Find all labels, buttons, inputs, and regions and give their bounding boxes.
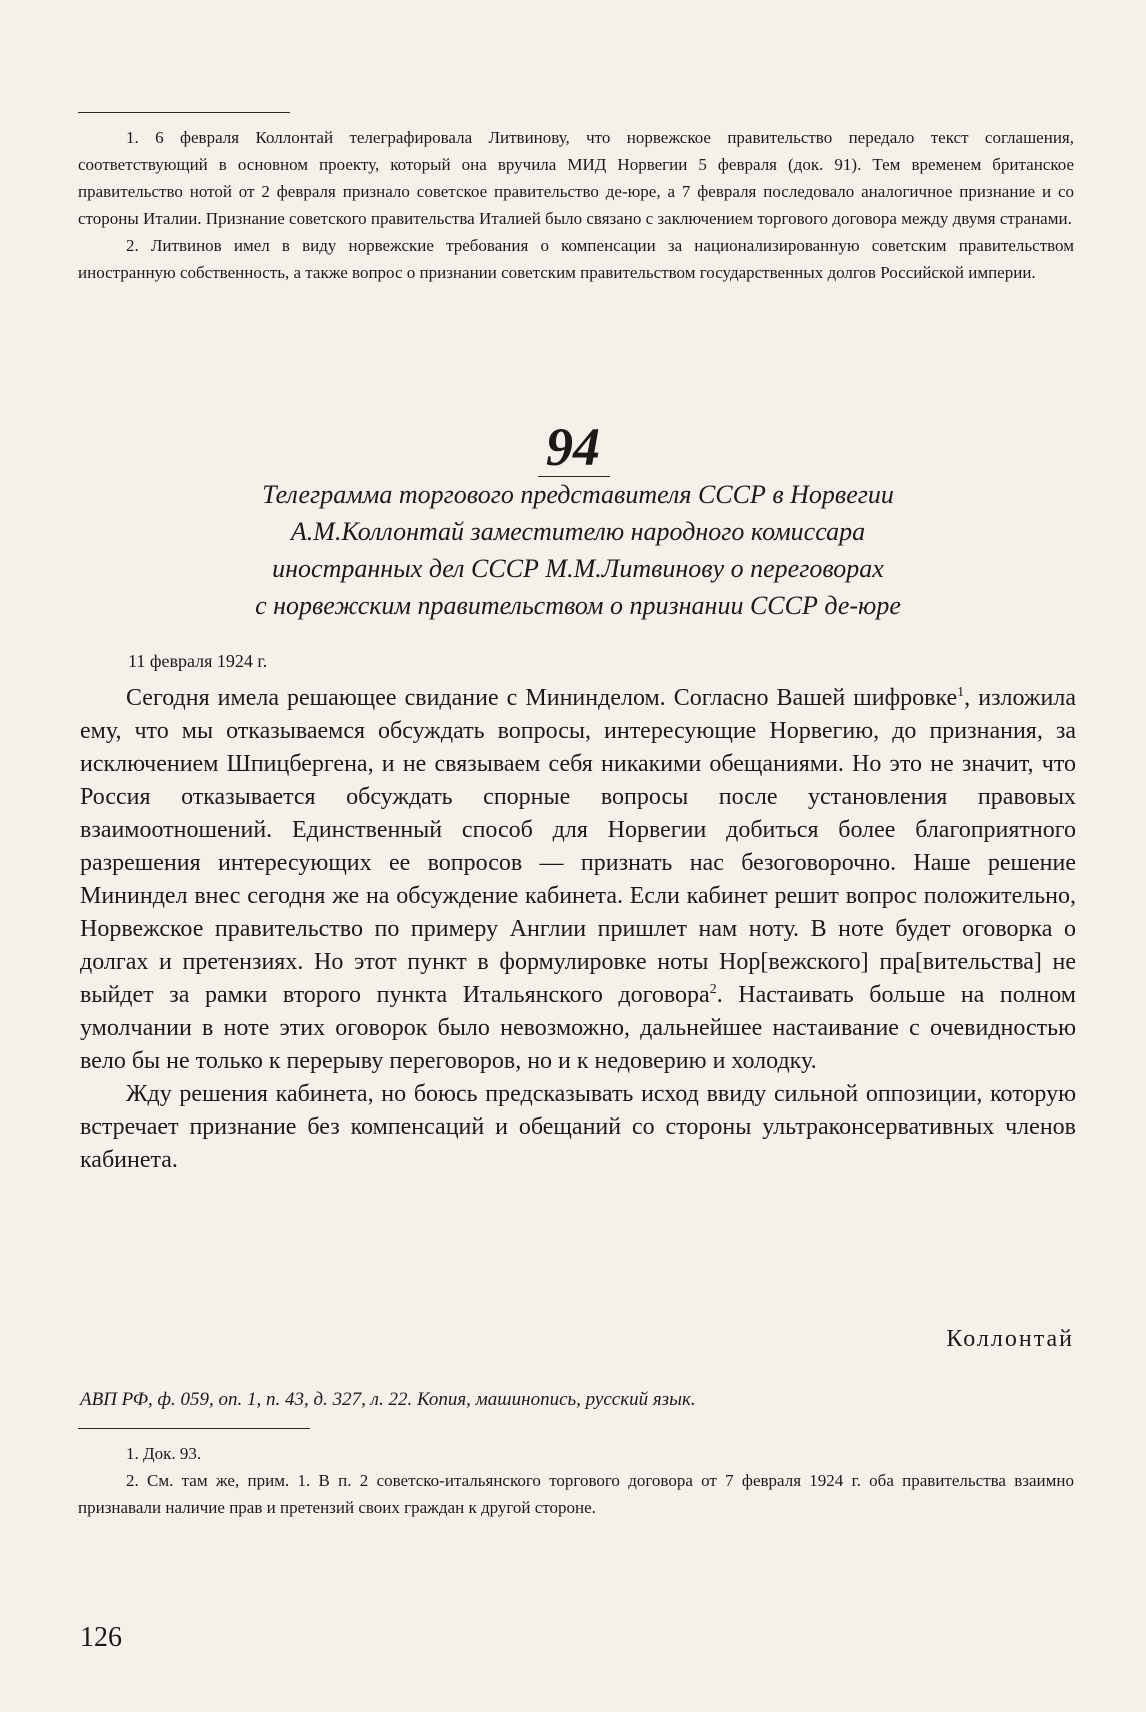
page-number: 126 [80, 1622, 122, 1653]
title-line-3: иностранных дел СССР М.М.Литвинову о переговорах [272, 554, 884, 583]
footnote-ref-2: 2 [709, 982, 717, 997]
title-line-4: с норвежским правительством о признании СССР де-юре [255, 591, 901, 620]
document-title [80, 476, 1076, 624]
title-line-1: Телеграмма торгового представителя СССР в Норвегии [262, 480, 894, 509]
title-line-2: А.М.Коллонтай заместителю народного комиссара [290, 517, 866, 546]
bottom-footnote-1: 1. Док. 93. [126, 1444, 202, 1463]
footnote-rule-top [78, 112, 290, 113]
bottom-footnotes [78, 1440, 1074, 1521]
document-number: 94 [546, 417, 600, 477]
bottom-footnote-2: 2. См. там же, прим. 1. В п. 2 советско-итальянского торгового договора от 7 февраля 1924 г. оба правительства взаимно признавали наличие прав и претензий своих граждан к другой стороне. [78, 1471, 1074, 1517]
body-paragraph-1-part-2: , изложила ему, что мы отказываемся обсуждать вопросы, интересующие Норвегию, до признания, за исключением Шпицбергена, и не связываем себя никакими обещаниями. Но это не значит, что Россия отказывается обсуждать спорные вопросы после установления правовых взаимоотношений. Единственный способ для Норвегии добиться более благоприятного разрешения интересующих ее вопросов — признать нас безоговорочно. Наше решение Мининдел внес сегодня же на обсуждение кабинета. Если кабинет решит вопрос положительно, Норвежское правительство по примеру Англии пришлет нам ноту. В ноте будет оговорка о долгах и претензиях. Но этот пункт в формулировке ноты Нор[вежского] пра[вительства] не выйдет за рамки второго пункта Итальянского договора [80, 685, 1076, 1008]
archive-reference: АВП РФ, ф. 059, оп. 1, п. 43, д. 327, л. 22. Копия, машинопись, русский язык. [80, 1389, 696, 1410]
body-paragraph-1-part-3: . Настаивать больше на полном умолчании в ноте этих оговорок было невозможно, дальнейшее настаивание с очевидностью вело бы не только к перерыву переговоров, но и к недоверию и холодку. [80, 982, 1076, 1074]
footnote-ref-1: 1 [957, 685, 965, 700]
document-body [80, 682, 1076, 1177]
footnote-1: 1. 6 февраля Коллонтай телеграфировала Литвинову, что норвежское правительство передало текст соглашения, соответствующий в основном проекту, который она вручила МИД Норвегии 5 февраля (док. 91). Тем временем британское правительство нотой от 2 февраля признало советское правительство де-юре, а 7 февраля последовало аналогичное признание и со стороны Италии. Признание советского правительства Италией было связано с заключением торгового договора между двумя странами. [78, 128, 1074, 228]
footnote-2: 2. Литвинов имел в виду норвежские требования о компенсации за национализированную советским правительством иностранную собственность, а также вопрос о признании советским правительством государственных долгов Российской империи. [78, 236, 1074, 282]
body-paragraph-1 [80, 682, 1076, 1078]
body-paragraph-1-part-1: Сегодня имела решающее свидание с Мининделом. Согласно Вашей шифровке [126, 685, 958, 711]
top-footnotes [78, 124, 1074, 286]
signature: Коллонтай [946, 1326, 1074, 1352]
footnote-rule-bottom [78, 1428, 310, 1429]
document-date: 11 февраля 1924 г. [128, 651, 268, 671]
body-paragraph-2: Жду решения кабинета, но боюсь предсказывать исход ввиду сильной оппозиции, которую встречает признание без компенсаций и обещаний со стороны ультраконсервативных членов кабинета. [80, 1081, 1076, 1173]
